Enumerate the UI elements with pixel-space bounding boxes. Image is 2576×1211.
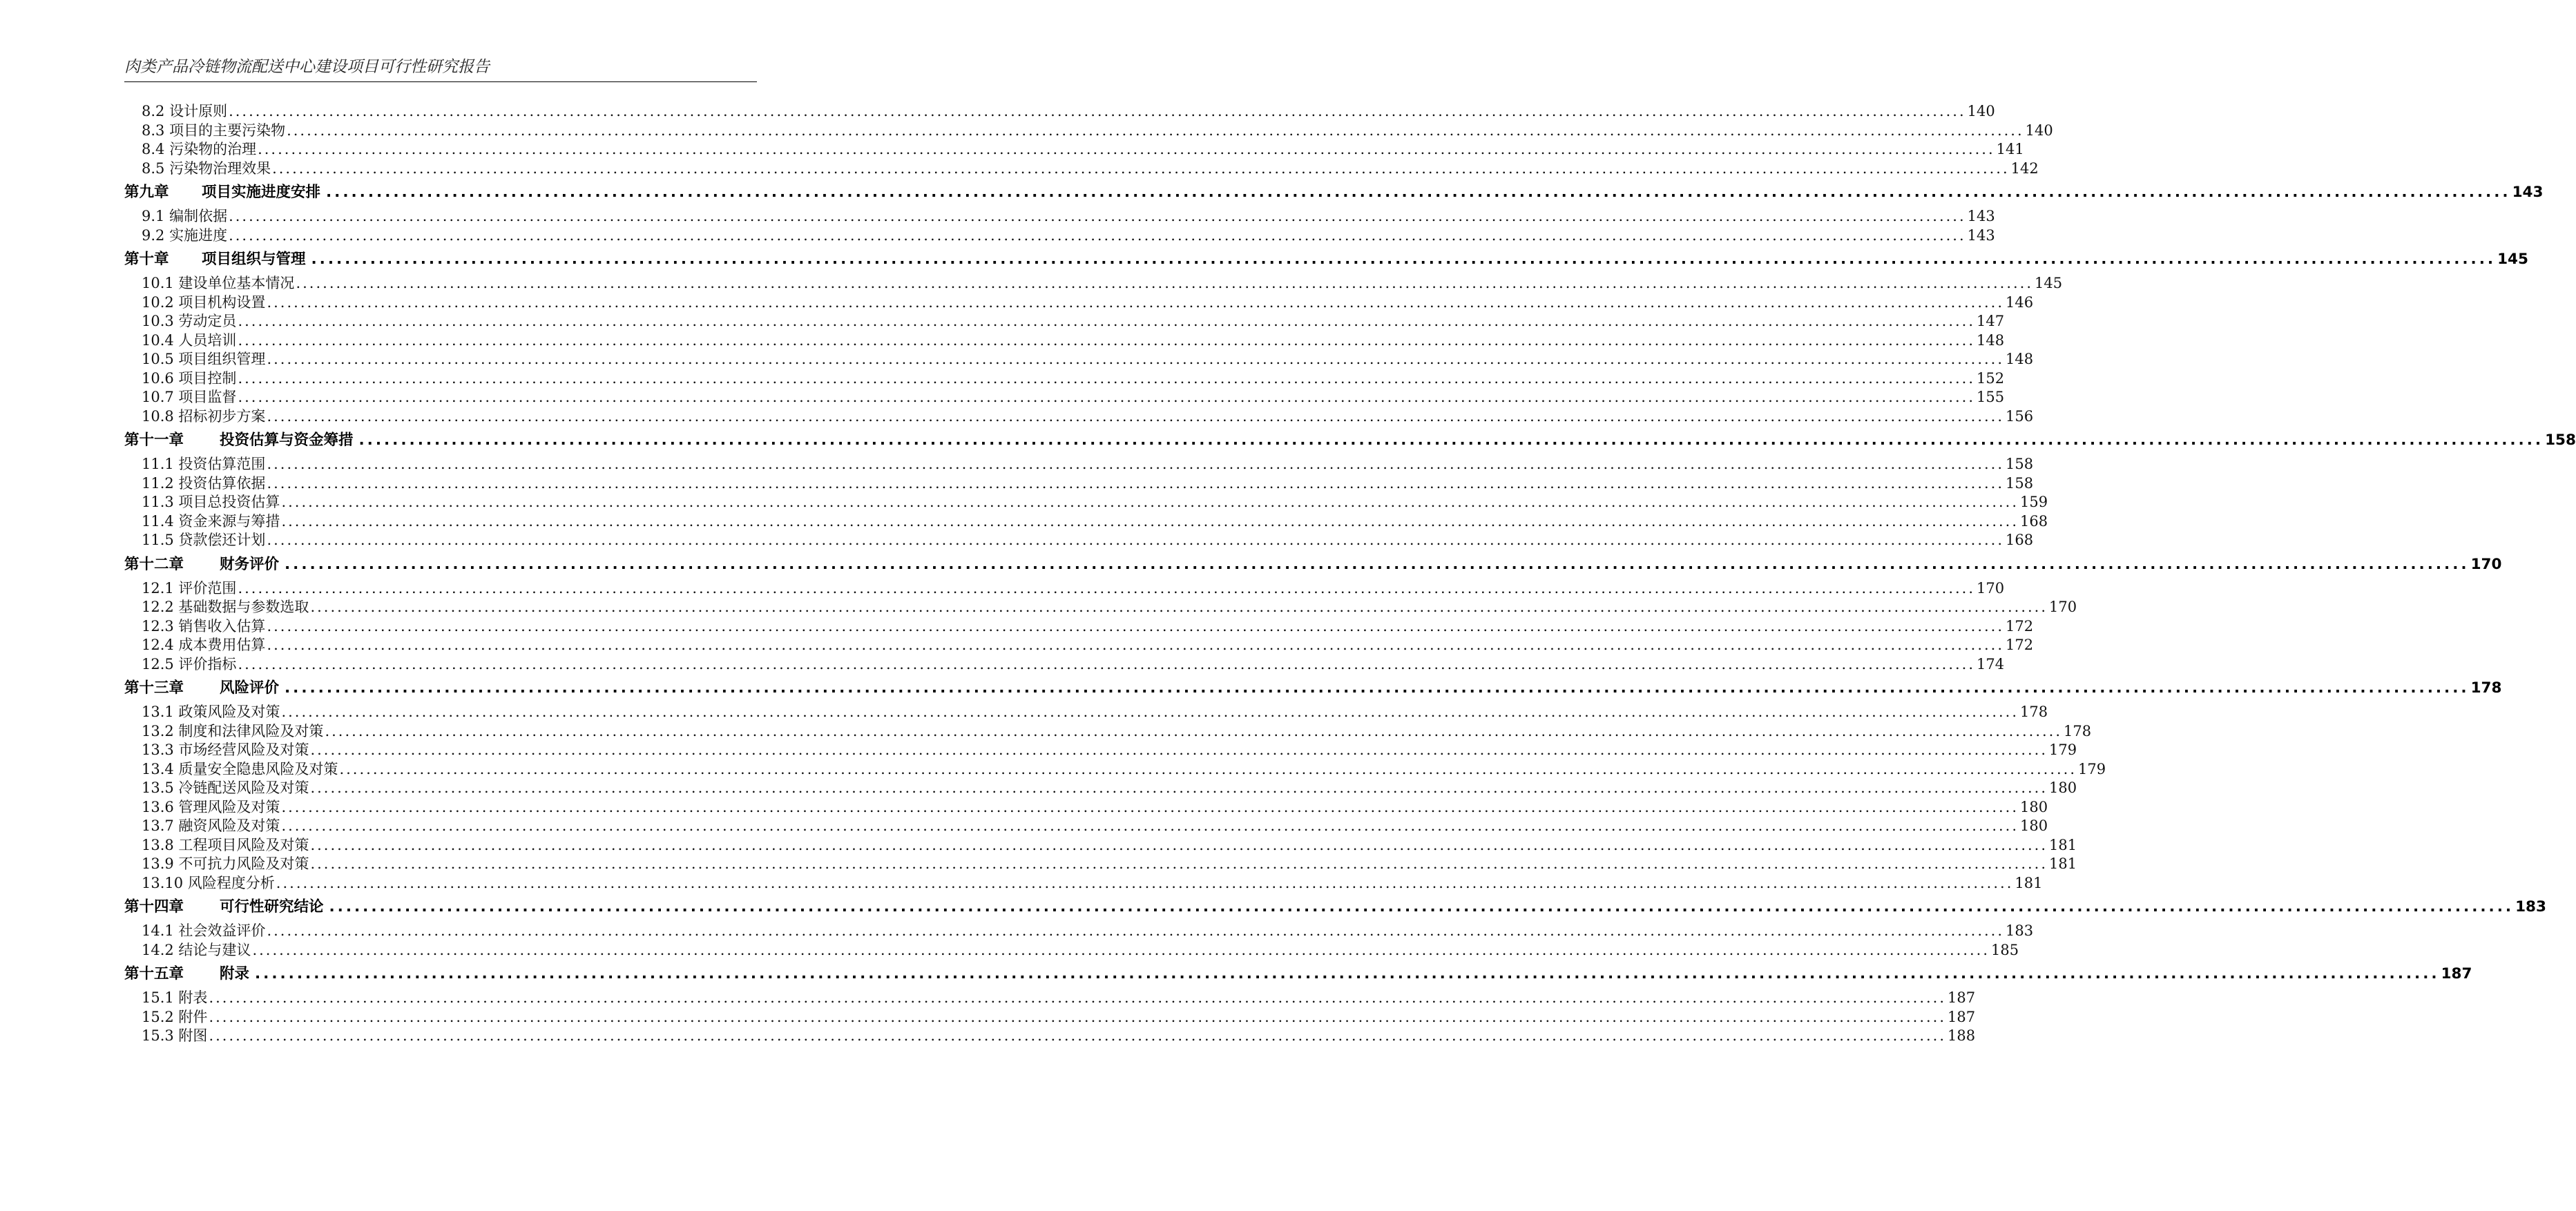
toc-page-number: 187 (1948, 989, 1976, 1006)
toc-page-number: 174 (1977, 655, 2005, 672)
toc-dot-leader: .................................................................................................................................................................................................................................................................... (281, 512, 2019, 530)
toc-page-number: 180 (2049, 779, 2077, 796)
toc-section-entry[interactable] (124, 350, 2034, 369)
toc-dot-leader: .................................................................................................................................................................................................................................................................... (310, 836, 2048, 853)
toc-dot-leader: .................................................................................................................................................................................................................................................................... (238, 655, 1976, 672)
toc-section-entry[interactable] (124, 474, 2034, 494)
toc-section-entry[interactable] (124, 274, 2063, 293)
toc-section-label: 13.6 管理风险及对策 (142, 798, 280, 815)
toc-page-number: 156 (2006, 407, 2034, 425)
toc-page-number: 146 (2006, 293, 2034, 311)
toc-page-number: 170 (2049, 599, 2077, 615)
toc-chapter-entry[interactable] (124, 964, 2472, 985)
toc-dot-leader: .................................................................................................................................................................................................................................................................... (311, 251, 2497, 268)
toc-section-entry[interactable] (124, 874, 2043, 893)
toc-section-label: 12.5 评价指标 (142, 655, 237, 672)
toc-dot-leader: .................................................................................................................................................................................................................................................................... (296, 275, 2034, 291)
toc-section-entry[interactable] (124, 760, 2106, 779)
toc-section-entry[interactable] (124, 779, 2077, 798)
toc-dot-leader: .................................................................................................................................................................................................................................................................... (267, 456, 2005, 472)
toc-dot-leader: .................................................................................................................................................................................................................................................................... (325, 722, 2063, 739)
toc-chapter-entry[interactable] (124, 182, 2544, 203)
toc-page-number: 158 (2006, 456, 2034, 472)
toc-dot-leader: .................................................................................................................................................................................................................................................................... (229, 208, 1966, 224)
toc-section-entry[interactable] (124, 655, 2005, 675)
toc-section-entry[interactable] (124, 741, 2077, 760)
toc-section-entry[interactable] (124, 388, 2005, 407)
toc-section-label: 8.4 污染物的治理 (142, 141, 257, 157)
toc-page-number: 178 (2470, 679, 2502, 697)
toc-dot-leader: .................................................................................................................................................................................................................................................................... (329, 898, 2515, 915)
toc-page-number: 172 (2006, 617, 2034, 634)
toc-dot-leader: .................................................................................................................................................................................................................................................................... (238, 331, 1976, 349)
toc-section-entry[interactable] (124, 636, 2034, 655)
toc-chapter-number: 第十四章 (124, 898, 184, 915)
toc-page-number: 140 (1967, 103, 1995, 119)
toc-dot-leader: .................................................................................................................................................................................................................................................................... (310, 599, 2048, 615)
toc-chapter-label (124, 964, 249, 985)
toc-section-label: 13.9 不可抗力风险及对策 (142, 855, 309, 872)
toc-page-number: 143 (2512, 184, 2544, 201)
toc-page-number: 143 (1967, 208, 1995, 224)
toc-dot-leader: .................................................................................................................................................................................................................................................................... (276, 874, 2014, 891)
toc-page-number: 170 (2470, 555, 2502, 573)
running-header: 肉类产品冷链物流配送中心建设项目可行性研究报告 (124, 58, 490, 76)
toc-page-number: 168 (2006, 532, 2034, 548)
toc-section-entry[interactable] (124, 1027, 1976, 1046)
toc-section-entry[interactable] (124, 455, 2034, 474)
toc-section-entry[interactable] (124, 598, 2077, 617)
toc-page-number: 145 (2035, 275, 2063, 291)
toc-dot-leader: .................................................................................................................................................................................................................................................................... (209, 989, 1947, 1006)
toc-dot-leader: .................................................................................................................................................................................................................................................................... (285, 555, 2470, 573)
toc-section-label: 12.4 成本费用估算 (142, 637, 266, 653)
toc-section-entry[interactable] (124, 122, 2053, 141)
toc-page-number: 141 (1996, 141, 2024, 157)
toc-dot-leader: .................................................................................................................................................................................................................................................................... (229, 103, 1966, 119)
toc-page-number: 168 (2020, 512, 2048, 530)
toc-chapter-title: 投资估算与资金筹措 (220, 432, 354, 449)
toc-page-number: 183 (2006, 922, 2034, 939)
toc-section-entry[interactable] (124, 331, 2005, 351)
toc-section-label: 10.2 项目机构设置 (142, 293, 266, 311)
toc-dot-leader: .................................................................................................................................................................................................................................................................... (252, 941, 1990, 958)
toc-section-entry[interactable] (124, 102, 1995, 122)
toc-dot-leader: .................................................................................................................................................................................................................................................................... (267, 293, 2005, 311)
toc-section-label: 10.7 项目监督 (142, 389, 237, 405)
toc-section-entry[interactable] (124, 493, 2048, 512)
toc-page-number: 158 (2545, 432, 2576, 449)
toc-page-number: 158 (2006, 474, 2034, 492)
toc-section-label: 8.2 设计原则 (142, 103, 228, 119)
toc-dot-leader: .................................................................................................................................................................................................................................................................... (267, 351, 2005, 367)
toc-page-number: 187 (1948, 1008, 1976, 1025)
toc-section-label: 13.8 工程项目风险及对策 (142, 836, 309, 853)
toc-section-label: 12.3 销售收入估算 (142, 617, 266, 634)
toc-dot-leader: .................................................................................................................................................................................................................................................................... (209, 1008, 1947, 1025)
toc-section-label: 13.7 融资风险及对策 (142, 817, 280, 834)
toc-dot-leader: .................................................................................................................................................................................................................................................................... (229, 226, 1966, 244)
toc-section-label: 14.2 结论与建议 (142, 941, 251, 958)
toc-section-label: 13.1 政策风险及对策 (142, 704, 280, 720)
toc-dot-leader: .................................................................................................................................................................................................................................................................... (267, 407, 2005, 425)
toc-section-label: 13.3 市场经营风险及对策 (142, 742, 309, 758)
toc-dot-leader: .................................................................................................................................................................................................................................................................... (287, 122, 2024, 139)
toc-dot-leader: .................................................................................................................................................................................................................................................................... (310, 742, 2048, 758)
table-of-contents (124, 102, 2576, 1046)
toc-section-entry[interactable] (124, 293, 2034, 313)
toc-chapter-title: 财务评价 (220, 555, 280, 573)
toc-dot-leader: .................................................................................................................................................................................................................................................................... (326, 184, 2511, 201)
toc-chapter-number: 第十一章 (124, 432, 184, 449)
toc-section-entry[interactable] (124, 226, 1995, 246)
toc-chapter-number: 第十三章 (124, 679, 184, 697)
toc-chapter-label (124, 678, 279, 699)
toc-dot-leader: .................................................................................................................................................................................................................................................................... (281, 494, 2019, 510)
toc-section-label: 10.1 建设单位基本情况 (142, 275, 295, 291)
toc-section-entry[interactable] (124, 1008, 1976, 1027)
toc-chapter-label (124, 897, 324, 918)
toc-page-number: 147 (1977, 313, 2005, 329)
toc-dot-leader: .................................................................................................................................................................................................................................................................... (238, 369, 1976, 387)
toc-section-label: 10.5 项目组织管理 (142, 351, 266, 367)
toc-dot-leader: .................................................................................................................................................................................................................................................................... (285, 679, 2470, 697)
toc-dot-leader: .................................................................................................................................................................................................................................................................... (267, 637, 2005, 653)
toc-page-number: 179 (2049, 742, 2077, 758)
toc-section-entry[interactable] (124, 312, 2005, 331)
toc-section-label: 11.5 贷款偿还计划 (142, 532, 266, 548)
toc-section-entry[interactable] (124, 855, 2077, 874)
toc-section-label: 15.2 附件 (142, 1008, 208, 1025)
toc-section-entry[interactable] (124, 369, 2005, 389)
toc-chapter-label (124, 182, 320, 203)
toc-dot-leader: .................................................................................................................................................................................................................................................................... (267, 922, 2005, 939)
toc-section-label: 10.4 人员培训 (142, 331, 237, 349)
toc-page-number: 155 (1977, 389, 2005, 405)
toc-section-entry[interactable] (124, 531, 2034, 550)
toc-chapter-title: 可行性研究结论 (220, 898, 324, 915)
toc-page-number: 187 (2441, 965, 2472, 982)
toc-page-number: 159 (2020, 494, 2048, 510)
toc-dot-leader: .................................................................................................................................................................................................................................................................... (238, 579, 1976, 597)
toc-page-number: 180 (2020, 798, 2048, 815)
toc-section-entry[interactable] (124, 407, 2034, 427)
toc-page-number: 142 (2010, 159, 2039, 177)
toc-page-number: 152 (1977, 369, 2005, 387)
toc-page-number: 188 (1948, 1027, 1976, 1044)
toc-page-number: 181 (2049, 855, 2077, 872)
toc-page-number: 183 (2515, 898, 2546, 915)
toc-dot-leader: .................................................................................................................................................................................................................................................................... (209, 1027, 1947, 1044)
toc-section-label: 9.2 实施进度 (142, 226, 228, 244)
toc-section-label: 8.5 污染物治理效果 (142, 159, 271, 177)
toc-page-number: 181 (2049, 836, 2077, 853)
toc-section-label: 9.1 编制依据 (142, 208, 228, 224)
toc-section-entry[interactable] (124, 512, 2048, 532)
toc-section-entry[interactable] (124, 941, 2019, 960)
toc-section-entry[interactable] (124, 617, 2034, 637)
toc-page-number: 143 (1967, 226, 1995, 244)
toc-dot-leader: .................................................................................................................................................................................................................................................................... (267, 474, 2005, 492)
toc-dot-leader: .................................................................................................................................................................................................................................................................... (267, 532, 2005, 548)
toc-page-number: 178 (2064, 722, 2092, 739)
toc-dot-leader: .................................................................................................................................................................................................................................................................... (238, 389, 1976, 405)
toc-chapter-title: 项目组织与管理 (202, 251, 306, 268)
toc-section-label: 13.5 冷链配送风险及对策 (142, 779, 309, 796)
toc-section-label: 11.3 项目总投资估算 (142, 494, 280, 510)
toc-dot-leader: .................................................................................................................................................................................................................................................................... (281, 704, 2019, 720)
toc-section-entry[interactable] (124, 798, 2048, 817)
toc-chapter-number: 第十二章 (124, 555, 184, 573)
toc-section-entry[interactable] (124, 579, 2005, 599)
toc-page-number: 140 (2025, 122, 2053, 139)
toc-section-entry[interactable] (124, 159, 2039, 179)
toc-section-label: 13.4 质量安全隐患风险及对策 (142, 760, 338, 777)
toc-chapter-title: 项目实施进度安排 (202, 184, 321, 201)
toc-section-label: 14.1 社会效益评价 (142, 922, 266, 939)
toc-section-entry[interactable] (124, 836, 2077, 855)
toc-chapter-entry[interactable] (124, 430, 2576, 451)
toc-section-label: 12.1 评价范围 (142, 579, 237, 597)
toc-dot-leader: .................................................................................................................................................................................................................................................................... (238, 313, 1976, 329)
toc-page-number: 180 (2020, 817, 2048, 834)
toc-section-label: 12.2 基础数据与参数选取 (142, 599, 309, 615)
toc-dot-leader: .................................................................................................................................................................................................................................................................... (281, 798, 2019, 815)
toc-section-entry[interactable] (124, 207, 1995, 226)
toc-section-label: 10.3 劳动定员 (142, 313, 237, 329)
toc-page-number: 145 (2497, 251, 2528, 268)
toc-chapter-label (124, 249, 306, 270)
toc-chapter-title: 附录 (220, 965, 250, 982)
toc-page-number: 170 (1977, 579, 2005, 597)
toc-dot-leader: .................................................................................................................................................................................................................................................................... (310, 855, 2048, 872)
toc-section-label: 13.2 制度和法律风险及对策 (142, 722, 324, 739)
toc-chapter-label (124, 430, 354, 451)
toc-chapter-title: 风险评价 (220, 679, 280, 697)
toc-section-label: 10.8 招标初步方案 (142, 407, 266, 425)
header-rule (124, 81, 757, 82)
toc-chapter-entry[interactable] (124, 554, 2502, 575)
toc-section-label: 11.1 投资估算范围 (142, 456, 266, 472)
toc-section-label: 11.2 投资估算依据 (142, 474, 266, 492)
toc-dot-leader: .................................................................................................................................................................................................................................................................... (281, 817, 2019, 834)
toc-chapter-number: 第十章 (124, 251, 169, 268)
toc-chapter-label (124, 554, 279, 575)
toc-chapter-number: 第九章 (124, 184, 169, 201)
toc-dot-leader: .................................................................................................................................................................................................................................................................... (255, 965, 2440, 982)
toc-page-number: 181 (2015, 874, 2043, 891)
toc-dot-leader: .................................................................................................................................................................................................................................................................... (272, 159, 2010, 177)
toc-section-label: 15.3 附图 (142, 1027, 208, 1044)
toc-dot-leader: .................................................................................................................................................................................................................................................................... (358, 432, 2544, 449)
toc-page-number: 148 (2006, 351, 2034, 367)
toc-dot-leader: .................................................................................................................................................................................................................................................................... (267, 617, 2005, 634)
toc-section-entry[interactable] (124, 817, 2048, 836)
toc-section-label: 10.6 项目控制 (142, 369, 237, 387)
toc-page-number: 179 (2078, 760, 2106, 777)
toc-chapter-number: 第十五章 (124, 965, 184, 982)
toc-page-number: 185 (1991, 941, 2019, 958)
toc-section-entry[interactable] (124, 703, 2048, 722)
toc-chapter-entry[interactable] (124, 678, 2502, 699)
toc-page-number: 148 (1977, 331, 2005, 349)
toc-section-label: 11.4 资金来源与筹措 (142, 512, 280, 530)
toc-section-label: 8.3 项目的主要污染物 (142, 122, 286, 139)
toc-section-entry[interactable] (124, 140, 2024, 159)
toc-chapter-entry[interactable] (124, 249, 2528, 270)
toc-section-entry[interactable] (124, 922, 2034, 941)
toc-page-number: 172 (2006, 637, 2034, 653)
toc-chapter-entry[interactable] (124, 897, 2546, 918)
toc-dot-leader: .................................................................................................................................................................................................................................................................... (258, 141, 1995, 157)
toc-section-entry[interactable] (124, 989, 1976, 1008)
toc-section-label: 13.10 风险程度分析 (142, 874, 275, 891)
toc-section-label: 15.1 附表 (142, 989, 208, 1006)
toc-section-entry[interactable] (124, 722, 2092, 742)
toc-dot-leader: .................................................................................................................................................................................................................................................................... (339, 760, 2077, 777)
toc-page-number: 178 (2020, 704, 2048, 720)
toc-dot-leader: .................................................................................................................................................................................................................................................................... (310, 779, 2048, 796)
